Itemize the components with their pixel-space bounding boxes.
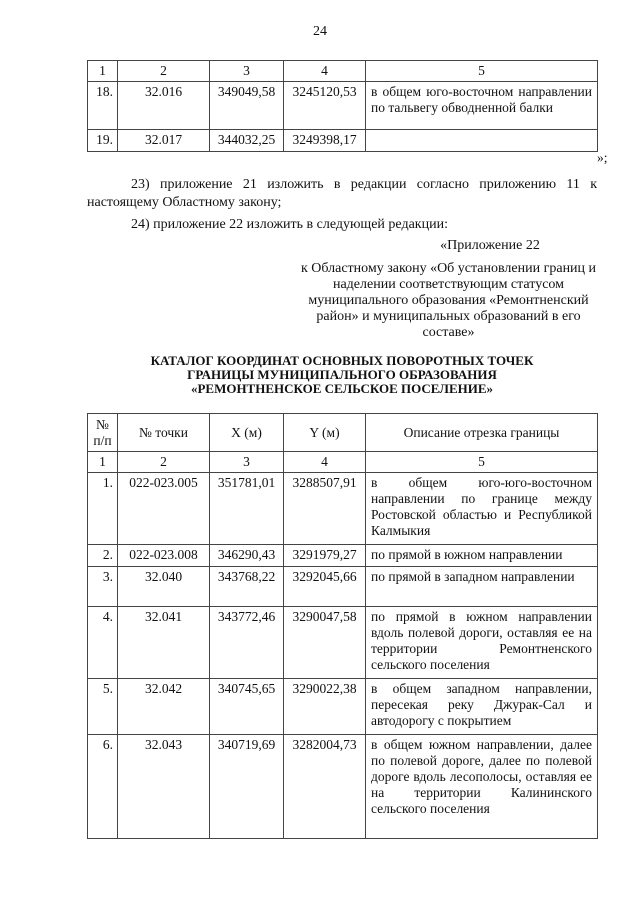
segment-description: в общем южном направлении, далее по полевой дороге, далее по полевой дороге вдоль лесополосы, оставляя ее на территории Калининского сельского поселения (366, 735, 598, 839)
point-id: 32.043 (118, 735, 210, 839)
y-coordinate: 3291979,27 (284, 545, 366, 567)
paragraph-24-text: 24) приложение 22 изложить в следующей редакции: (131, 217, 448, 232)
column-header: № точки (118, 414, 210, 452)
column-header: Описание отрезка границы (366, 414, 598, 452)
segment-description: в общем западном направлении, пересекая реку Джурак-Сал и автодорогу с покрытием (366, 679, 598, 735)
segment-description: в общем юго-юго-восточном направлении по границе между Ростовской областью и Республикой Калмыкия (366, 473, 598, 545)
x-coordinate: 351781,01 (210, 473, 284, 545)
column-number: 1 (88, 61, 118, 82)
row-number: 5. (88, 679, 118, 735)
column-numbers-row (88, 452, 598, 473)
y-coordinate: 3245120,53 (284, 82, 366, 130)
column-number: 3 (210, 61, 284, 82)
row-number: 3. (88, 567, 118, 607)
x-coordinate: 343772,46 (210, 607, 284, 679)
segment-description: в общем юго-восточном направлении по тальвегу обводненной балки (366, 82, 598, 130)
column-number: 5 (366, 452, 598, 473)
table-row (88, 130, 598, 152)
row-number: 6. (88, 735, 118, 839)
appendix-title: «Приложение 22 (440, 238, 540, 253)
y-coordinate: 3288507,91 (284, 473, 366, 545)
coordinates-table (87, 413, 598, 839)
column-number: 1 (88, 452, 118, 473)
catalog-title-line: ГРАНИЦЫ МУНИЦИПАЛЬНОГО ОБРАЗОВАНИЯ (187, 367, 497, 382)
column-number: 2 (118, 452, 210, 473)
column-number: 3 (210, 452, 284, 473)
column-header: X (м) (210, 414, 284, 452)
column-headers-row (88, 414, 598, 452)
table-row (88, 735, 598, 839)
table-row (88, 545, 598, 567)
x-coordinate: 343768,22 (210, 567, 284, 607)
column-number: 4 (284, 452, 366, 473)
row-number: 2. (88, 545, 118, 567)
catalog-title-line: «РЕМОНТНЕНСКОЕ СЕЛЬСКОЕ ПОСЕЛЕНИЕ» (190, 381, 494, 396)
page-number: 24 (313, 24, 327, 39)
paragraph-24 (87, 216, 597, 234)
y-coordinate: 3249398,17 (284, 130, 366, 152)
column-numbers-row (88, 61, 598, 82)
segment-description: по прямой в западном направлении (366, 567, 598, 607)
paragraph-23 (87, 176, 597, 212)
x-coordinate: 349049,58 (210, 82, 284, 130)
table-row (88, 567, 598, 607)
table-row (88, 679, 598, 735)
column-header: № п/п (88, 414, 118, 452)
table-row (88, 607, 598, 679)
point-id: 32.040 (118, 567, 210, 607)
coordinates-table-continued (87, 60, 598, 152)
row-number: 18. (88, 82, 118, 130)
point-id: 32.041 (118, 607, 210, 679)
paragraph-23-text: 23) приложение 21 изложить в редакции согласно приложению 11 к настоящему Областному закону; (87, 177, 597, 210)
column-number: 2 (118, 61, 210, 82)
x-coordinate: 346290,43 (210, 545, 284, 567)
point-id: 32.042 (118, 679, 210, 735)
point-id: 022-023.005 (118, 473, 210, 545)
y-coordinate: 3292045,66 (284, 567, 366, 607)
row-number: 4. (88, 607, 118, 679)
segment-description: по прямой в южном направлении вдоль полевой дороги, оставляя ее на территории Ремонтненского сельского поселения (366, 607, 598, 679)
point-id: 022-023.008 (118, 545, 210, 567)
y-coordinate: 3290022,38 (284, 679, 366, 735)
point-id: 32.017 (118, 130, 210, 152)
table-row (88, 473, 598, 545)
table-row (88, 82, 598, 130)
y-coordinate: 3290047,58 (284, 607, 366, 679)
column-number: 5 (366, 61, 598, 82)
y-coordinate: 3282004,73 (284, 735, 366, 839)
appendix-subtitle: к Областному закону «Об установлении границ и наделении соответствующим статусом муниципального образования «Ремонтненский район» и муниципальных образований в его составе» (300, 261, 597, 340)
closing-quote: »; (597, 150, 608, 165)
x-coordinate: 344032,25 (210, 130, 284, 152)
catalog-title-line: КАТАЛОГ КООРДИНАТ ОСНОВНЫХ ПОВОРОТНЫХ ТОЧЕК (150, 353, 534, 368)
catalog-title (87, 354, 597, 396)
segment-description: по прямой в южном направлении (366, 545, 598, 567)
x-coordinate: 340719,69 (210, 735, 284, 839)
row-number: 1. (88, 473, 118, 545)
point-id: 32.016 (118, 82, 210, 130)
row-number: 19. (88, 130, 118, 152)
column-header: Y (м) (284, 414, 366, 452)
column-number: 4 (284, 61, 366, 82)
segment-description (366, 130, 598, 152)
x-coordinate: 340745,65 (210, 679, 284, 735)
